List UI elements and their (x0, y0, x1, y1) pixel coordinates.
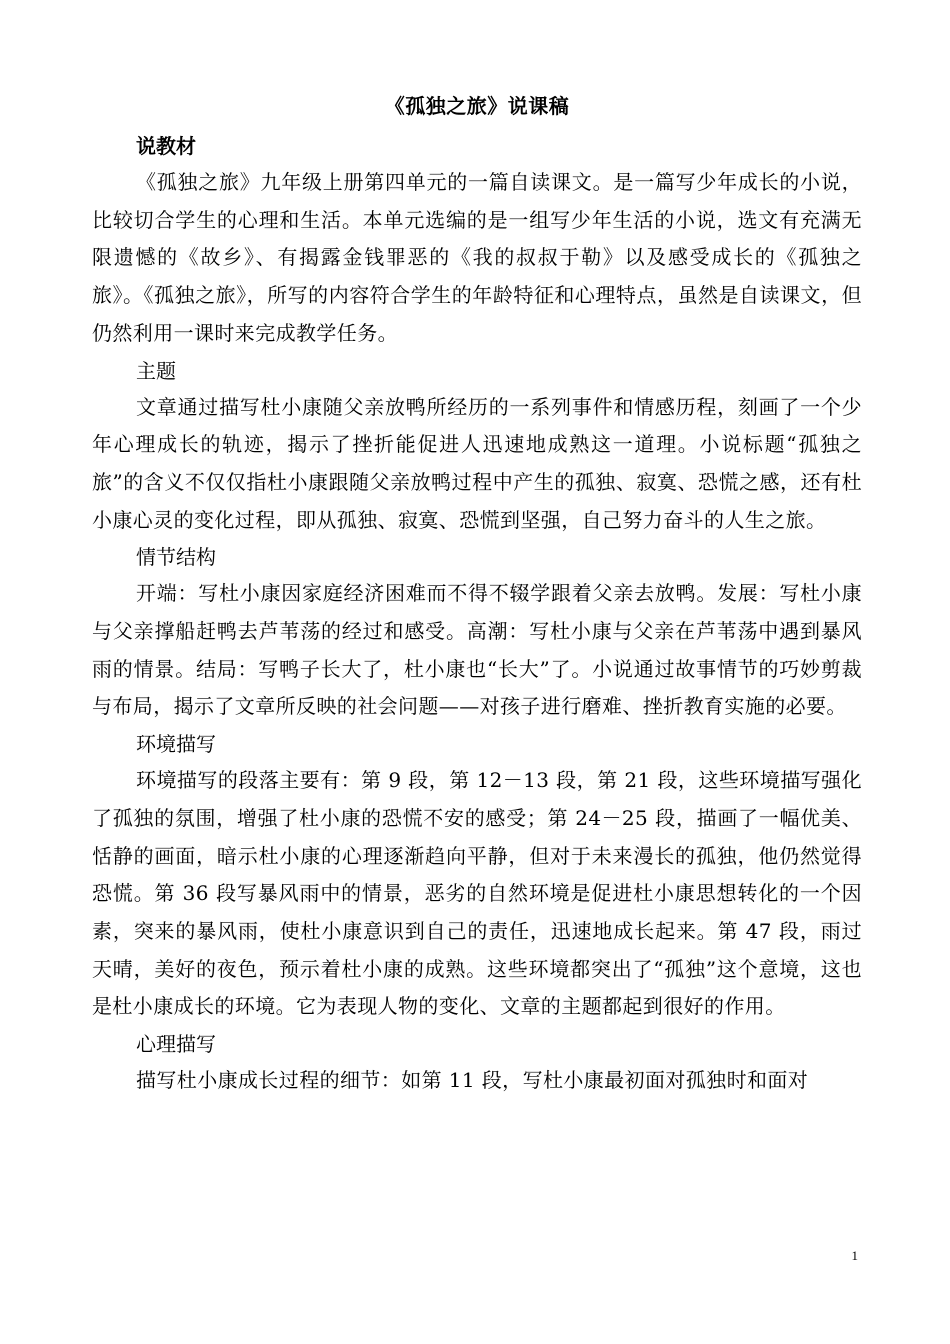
section-heading-plot-structure: 情节结构 (136, 545, 216, 570)
document-body (92, 90, 862, 1100)
paragraph-teaching-material: 《孤独之旅》九年级上册第四单元的一篇自读课文。是一篇写少年成长的小说，比较切合学生的心理和生活。本单元选编的是一组写少年生活的小说，选文有充满无限遗憾的《故乡》、有揭露金钱罪恶的《我的叔叔于勒》以及感受成长的《孤独之旅》。《孤独之旅》，所写的内容符合学生的年龄特征和心理特点，虽然是自读课文，但仍然利用一课时来完成教学任务。 (92, 170, 862, 345)
paragraph-environment: 环境描写的段落主要有：第 9 段，第 12－13 段，第 21 段，这些环境描写强化了孤独的氛围，增强了杜小康的恐慌不安的感受；第 24－25 段，描画了一幅优美、恬静的画面，暗示杜小康的心理逐渐趋向平静，但对于未来漫长的孤独，他仍然觉得恐慌。第 36 段写暴风雨中的情景，恶劣的自然环境是促进杜小康思想转化的一个因素，突来的暴风雨，使杜小康意识到自己的责任，迅速地成长起来。第 47 段，雨过天晴，美好的夜色，预示着杜小康的成熟。这些环境都突出了“孤独”这个意境，这也是杜小康成长的环境。它为表现人物的变化、文章的主题都起到很好的作用。 (92, 768, 862, 1019)
paragraph-plot-structure: 开端：写杜小康因家庭经济困难而不得不辍学跟着父亲去放鸭。发展：写杜小康与父亲撑船赶鸭去芦苇荡的经过和感受。高潮：写杜小康与父亲在芦苇荡中遇到暴风雨的情景。结局：写鸭子长大了，杜小康也“长大”了。小说通过故事情节的巧妙剪裁与布局，揭示了文章所反映的社会问题——对孩子进行磨难、挫折教育实施的必要。 (92, 581, 862, 719)
section-heading-teaching-material: 说教材 (136, 134, 196, 158)
paragraph-psychology: 描写杜小康成长过程的细节：如第 11 段，写杜小康最初面对孤独时和面对 (136, 1068, 809, 1093)
section-heading-theme: 主题 (136, 358, 176, 383)
page-number: 1 (851, 1248, 858, 1263)
document-title: 《孤独之旅》说课稿 (384, 94, 570, 118)
section-heading-environment: 环境描写 (136, 732, 216, 757)
paragraph-theme: 文章通过描写杜小康随父亲放鸭所经历的一系列事件和情感历程，刻画了一个少年心理成长的轨迹，揭示了挫折能促进人迅速地成熟这一道理。小说标题“孤独之旅”的含义不仅仅指杜小康跟随父亲放鸭过程中产生的孤独、寂寞、恐慌之感，还有杜小康心灵的变化过程，即从孤独、寂寞、恐慌到坚强，自己努力奋斗的人生之旅。 (92, 394, 862, 532)
section-heading-psychology: 心理描写 (136, 1032, 216, 1057)
